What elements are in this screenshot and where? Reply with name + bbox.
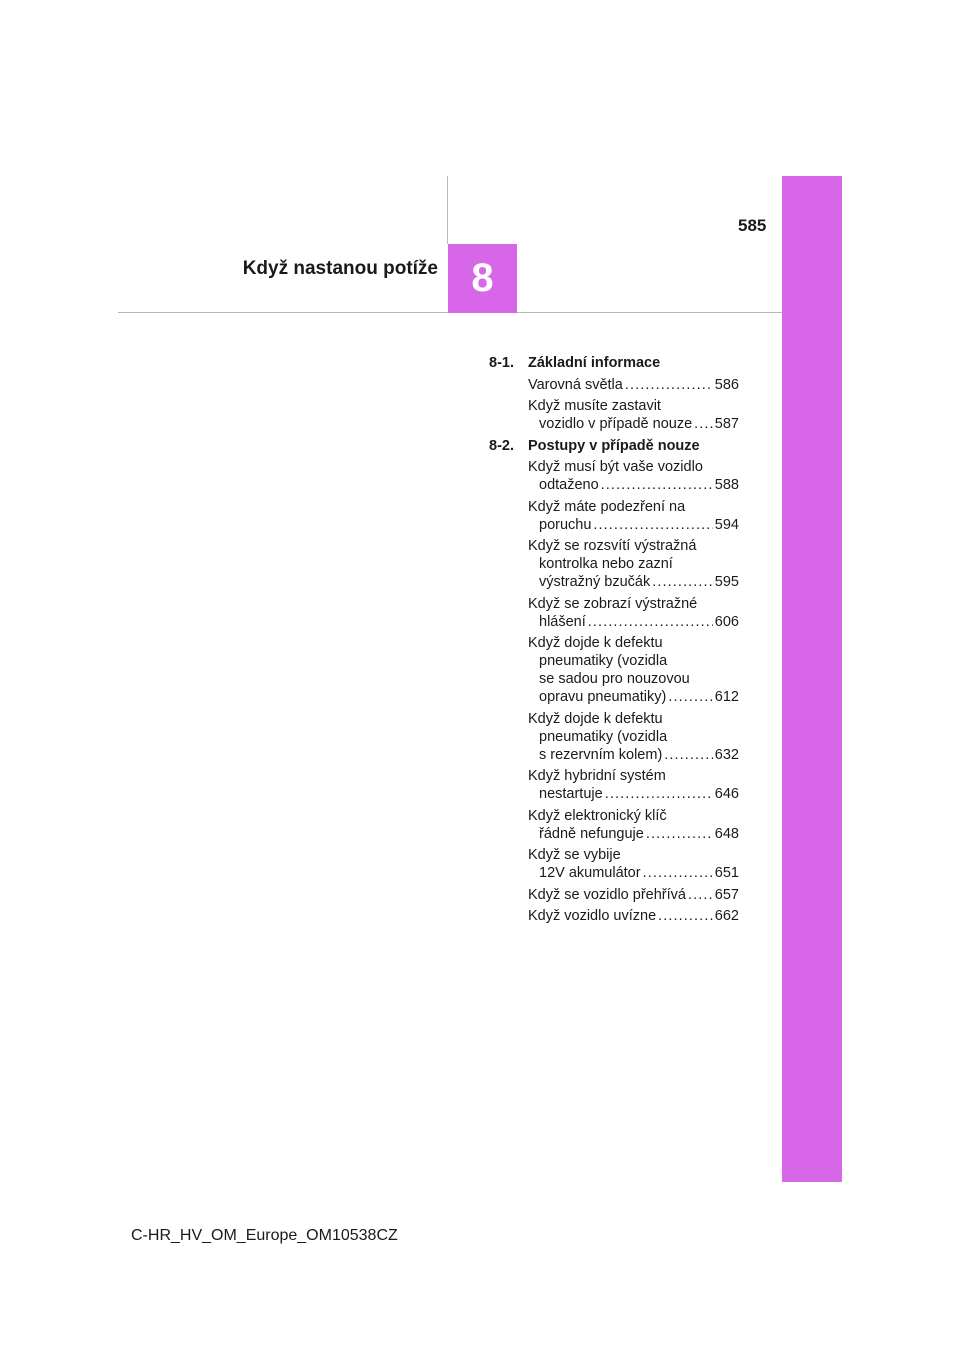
toc-page-number: 648 xyxy=(714,825,739,842)
toc-dot-leader xyxy=(625,376,713,394)
toc-entry[interactable] xyxy=(528,397,739,433)
toc-section-title: Postupy v případě nouze xyxy=(528,437,700,454)
toc-entry-last-line xyxy=(528,886,739,904)
toc-page-number: 595 xyxy=(714,574,739,590)
toc-entry-line: kontrolka nebo zazní xyxy=(539,556,673,572)
toc-page-number: 646 xyxy=(714,786,739,802)
toc-entry-line: výstražný bzučák xyxy=(539,574,651,590)
toc-entry-line: Když dojde k defektu xyxy=(528,710,663,727)
toc-dot-leader xyxy=(668,688,712,706)
toc-entry-line: Když musí být vaše vozidlo xyxy=(528,459,703,475)
toc-entry-last-line xyxy=(528,907,739,925)
toc-entry-line: Když se vozidlo přehřívá xyxy=(528,886,686,903)
footer-doc-code: C-HR_HV_OM_Europe_OM10538CZ xyxy=(131,1227,398,1244)
toc-entry-last-line xyxy=(528,613,739,631)
toc-entry-last-line xyxy=(528,825,739,843)
toc-entry-line: Když se rozsvítí výstražná xyxy=(528,538,697,554)
toc-entry-line: Varovná světla xyxy=(528,376,623,393)
toc-entry-line: Když hybridní systém xyxy=(528,768,666,784)
toc-entry-last-line xyxy=(528,573,739,591)
toc-entry-last-line xyxy=(528,785,739,803)
toc-section-heading xyxy=(489,354,739,372)
toc-entry[interactable] xyxy=(528,907,739,925)
toc-section-title: Základní informace xyxy=(528,355,661,371)
toc-entry-last-line xyxy=(528,415,739,433)
toc-entry-line: vozidlo v případě nouze xyxy=(539,416,693,432)
toc-entry-line: poruchu xyxy=(539,516,592,533)
toc-entry[interactable] xyxy=(528,376,739,394)
toc-entry-line: Když se vybije xyxy=(528,847,621,863)
toc-entry-line: nestartuje xyxy=(539,786,603,802)
chapter-number: 8 xyxy=(471,256,494,300)
toc-entry[interactable] xyxy=(528,498,739,534)
toc-page-number: 632 xyxy=(714,746,739,763)
toc-dot-leader xyxy=(588,613,713,631)
toc-page-number: 594 xyxy=(714,516,739,533)
toc-page-number: 612 xyxy=(714,689,739,705)
toc-entry-line: opravu pneumatiky) xyxy=(539,689,667,705)
chapter-title: Když nastanou potíže xyxy=(242,258,438,279)
toc-entry-line: Když se zobrazí výstražné xyxy=(528,595,698,612)
toc-entry-last-line xyxy=(528,688,739,706)
toc-page-number: 651 xyxy=(714,865,739,881)
table-of-contents xyxy=(489,354,739,929)
chapter-number-box xyxy=(448,244,517,313)
toc-page-number: 657 xyxy=(714,886,739,903)
toc-entry[interactable] xyxy=(528,537,739,591)
toc-dot-leader xyxy=(658,907,713,925)
toc-entry-line: s rezervním kolem) xyxy=(539,746,663,763)
toc-entry[interactable] xyxy=(528,634,739,706)
toc-section-heading xyxy=(489,437,739,455)
toc-entry[interactable] xyxy=(528,710,739,764)
toc-page-number: 586 xyxy=(714,376,739,393)
toc-dot-leader xyxy=(646,825,713,843)
toc-entry[interactable] xyxy=(528,458,739,494)
toc-entry-last-line xyxy=(528,376,739,394)
toc-entry[interactable] xyxy=(528,886,739,904)
toc-entry-last-line xyxy=(528,746,739,764)
toc-entry-line: Když máte podezření na xyxy=(528,498,686,515)
toc-page-number: 662 xyxy=(714,908,739,924)
toc-entry-line: hlášení xyxy=(539,613,586,630)
toc-entry-last-line xyxy=(528,516,739,534)
toc-dot-leader xyxy=(694,415,713,433)
toc-section-number: 8-1. xyxy=(489,355,514,371)
toc-entry[interactable] xyxy=(528,595,739,631)
page-number: 585 xyxy=(738,216,767,235)
toc-entry[interactable] xyxy=(528,807,739,843)
toc-page-number: 588 xyxy=(714,477,739,493)
toc-entry-line: se sadou pro nouzovou xyxy=(539,671,690,687)
toc-entry[interactable] xyxy=(528,767,739,803)
header-vertical-rule xyxy=(447,176,448,244)
toc-dot-leader xyxy=(652,573,713,591)
toc-entry-line: Když vozidlo uvízne xyxy=(528,908,657,924)
toc-entry-line: 12V akumulátor xyxy=(539,865,641,881)
toc-dot-leader xyxy=(593,516,712,534)
toc-dot-leader xyxy=(643,864,713,882)
toc-entry-line: pneumatiky (vozidla xyxy=(539,653,668,669)
toc-page-number: 587 xyxy=(714,416,739,432)
toc-entry-line: pneumatiky (vozidla xyxy=(539,728,668,745)
toc-entry-last-line xyxy=(528,864,739,882)
chapter-side-tab xyxy=(782,176,842,1182)
toc-entry-line: Když elektronický klíč xyxy=(528,807,667,824)
toc-section-number: 8-2. xyxy=(489,437,514,454)
toc-dot-leader xyxy=(688,886,713,904)
toc-dot-leader xyxy=(601,476,713,494)
toc-entry-last-line xyxy=(528,476,739,494)
toc-dot-leader xyxy=(664,746,713,764)
toc-dot-leader xyxy=(605,785,713,803)
toc-entry-line: Když dojde k defektu xyxy=(528,635,663,651)
toc-page-number: 606 xyxy=(714,613,739,630)
toc-entry-line: Když musíte zastavit xyxy=(528,398,661,414)
toc-entry[interactable] xyxy=(528,846,739,882)
toc-entry-line: řádně nefunguje xyxy=(539,825,644,842)
toc-entry-line: odtaženo xyxy=(539,477,599,493)
